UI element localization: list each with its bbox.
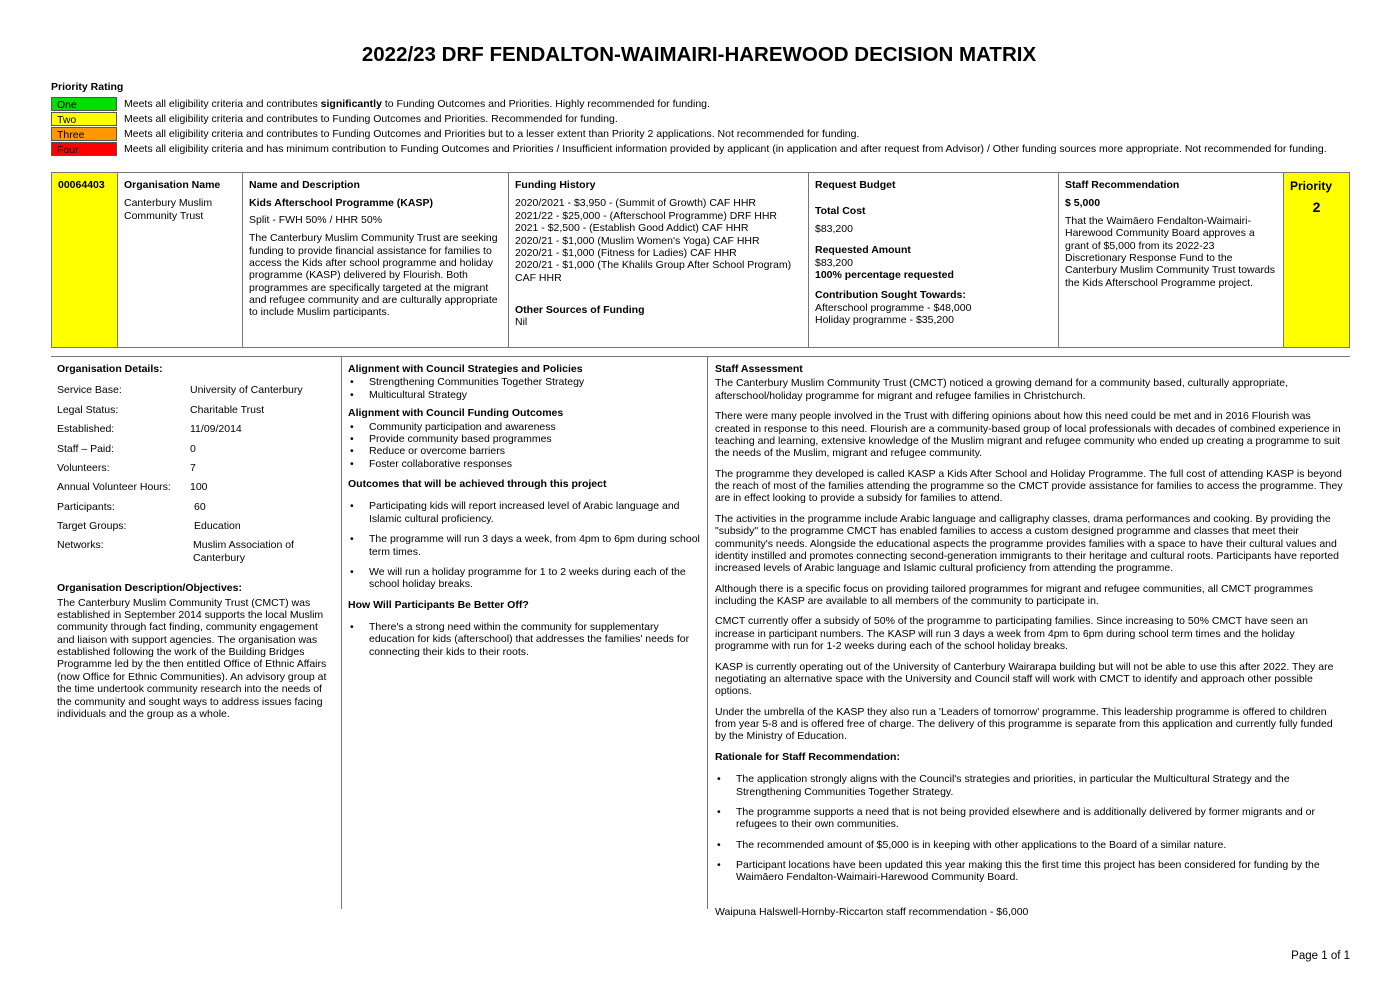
assessment-paragraph: KASP is currently operating out of the University of Canterbury Wairarapa building but will not be able to use this after 2022. They are negotiating an alternative space with the University and Council staff will work with CMCT to identify and approach other possible options. bbox=[715, 660, 1334, 698]
staff-recommendation-cell bbox=[1059, 173, 1284, 347]
detail-key: Established: bbox=[57, 423, 115, 436]
detail-row bbox=[57, 384, 333, 396]
detail-key: Legal Status: bbox=[57, 403, 119, 416]
requested-amount-value: $83,200 bbox=[815, 256, 853, 269]
detail-key: Target Groups: bbox=[57, 520, 127, 532]
application-summary-table bbox=[51, 172, 1350, 348]
funding-history-item: 2020/21 - $1,000 (Muslim Women's Yoga) CAF HHR bbox=[515, 234, 760, 247]
funding-outcomes-heading: Alignment with Council Funding Outcomes bbox=[348, 407, 564, 420]
column-divider bbox=[341, 356, 342, 909]
detail-value: 60 bbox=[194, 500, 206, 513]
contribution-label: Contribution Sought Towards: bbox=[815, 289, 966, 302]
assessment-paragraph: CMCT currently offer a subsidy of 50% of the programme to participating families. Since increasing to 50% CMCT have seen an increase in participant numbers. The KASP will run 3 days a week from 4pm to 6pm during school term times and the holiday programme with run for 1-2 weeks during each of the school holiday breaks. bbox=[715, 615, 1308, 653]
priority-cell bbox=[1284, 173, 1349, 347]
achieved-outcome-item: • The programme will run 3 days a week, from 4pm to 6pm during school term times. bbox=[348, 533, 700, 558]
detail-value: Muslim Association of Canterbury bbox=[193, 539, 294, 564]
org-description-heading: Organisation Description/Objectives: bbox=[57, 582, 242, 595]
detail-value: 11/09/2014 bbox=[190, 423, 242, 436]
priority-text-two: Meets all eligibility criteria and contributes to Funding Outcomes and Priorities. Recommended for funding. bbox=[124, 112, 618, 125]
strategies-heading: Alignment with Council Strategies and Policies bbox=[348, 363, 583, 375]
outcome-item: • Community participation and awareness bbox=[348, 421, 700, 433]
priority-value: 2 bbox=[1312, 199, 1321, 216]
detail-key: Service Base: bbox=[57, 384, 122, 397]
page-number: Page 1 of 1 bbox=[1291, 950, 1350, 962]
assessment-paragraph: The Canterbury Muslim Community Trust (CMCT) noticed a growing demand for a community based, culturally appropriate, afterschool/holiday programme for migrant and refugee families in Christchurch. bbox=[715, 377, 1289, 402]
detail-value: University of Canterbury bbox=[190, 384, 303, 397]
organisation-name-cell bbox=[118, 173, 243, 347]
achieved-outcome-item: • We will run a holiday programme for 1 to 2 weeks during each of the school holiday breaks. bbox=[348, 566, 700, 591]
better-off-item: • There's a strong need within the community for supplementary education for kids (afterschool) that addresses the families' needs for connecting their kids to their roots. bbox=[348, 621, 700, 658]
other-sources-heading: Other Sources of Funding bbox=[515, 304, 645, 316]
detail-value: 100 bbox=[190, 481, 208, 494]
detail-row bbox=[57, 539, 333, 564]
application-id: 00064403 bbox=[58, 179, 105, 191]
achieved-outcomes-list bbox=[348, 500, 700, 590]
rationale-heading: Rationale for Staff Recommendation: bbox=[715, 750, 900, 763]
funding-history-item: 2020/21 - $1,000 (Fitness for Ladies) CAF HHR bbox=[515, 246, 737, 259]
funding-history-heading: Funding History bbox=[515, 179, 596, 191]
org-details-heading: Organisation Details: bbox=[57, 363, 163, 375]
assessment-paragraph: Under the umbrella of the KASP they also run a 'Leaders of tomorrow' programme. This leadership programme is offered to children from year 5-8 and is offered free of charge. The delivery of this programme is separate from this application and currently fully funded by the Ministry of Education. bbox=[715, 705, 1333, 743]
detail-key: Annual Volunteer Hours: bbox=[57, 481, 171, 494]
detail-key: Networks: bbox=[57, 539, 104, 552]
detail-value: Charitable Trust bbox=[190, 403, 265, 416]
assessment-paragraph: There were many people involved in the Trust with differing opinions about how this need could be met and in 2016 Flourish was created in response to this need. Flourish are a community-based group of local professionals with decades of combined experience in teaching and learning, extensive knowledge of the Muslim migrant and refugee community who ended up creating a programme to suit the needs of the Muslim, migrant and refugee community. bbox=[715, 410, 1341, 460]
strategy-item: • Strengthening Communities Together Strategy bbox=[348, 376, 700, 388]
staff-recommendation-heading: Staff Recommendation bbox=[1065, 179, 1180, 191]
funding-history-item: 2021/22 - $25,000 - (Afterschool Programme) DRF HHR bbox=[515, 209, 778, 222]
organisation-details-section bbox=[57, 363, 333, 720]
other-board-note: Waipuna Halswell-Hornby-Riccarton staff recommendation - $6,000 bbox=[715, 905, 1029, 918]
outcome-item: • Reduce or overcome barriers bbox=[348, 445, 700, 457]
detail-row bbox=[57, 443, 333, 455]
requested-amount-label: Requested Amount bbox=[815, 244, 911, 257]
total-cost-value: $83,200 bbox=[815, 222, 853, 235]
better-off-heading: How Will Participants Be Better Off? bbox=[348, 598, 529, 611]
alignment-section bbox=[348, 363, 700, 658]
section-divider bbox=[51, 356, 1350, 357]
priority-row-one bbox=[51, 97, 710, 111]
request-budget-cell bbox=[809, 173, 1059, 347]
application-id-cell bbox=[52, 173, 118, 347]
total-cost-label: Total Cost bbox=[815, 205, 866, 218]
priority-text-four: Meets all eligibility criteria and has minimum contribution to Funding Outcomes and Priorities / Insufficient information provided by applicant (in application and after request from Advisor) / Other funding sources more appropriate. Not recommended for funding. bbox=[124, 142, 1327, 155]
funding-history-list bbox=[515, 197, 802, 284]
detail-row bbox=[57, 423, 333, 435]
priority-swatch-one: One bbox=[51, 97, 117, 111]
assessment-paragraph: The activities in the programme include Arabic language and calligraphy classes, drama performances and cooking. By providing the "subsidy" to the programme CMCT has enabled families to access a custom designed programme and classes that meet their community's needs. Alongside the educational aspects the programme provides families with a space to have their cultural values and identity instilled and promotes connecting second-generation immigrants to their heritage and cultural roots. Participants have reported increased levels of Arabic language and Islamic cultural proficiency from attending the programme. bbox=[715, 512, 1339, 575]
detail-row bbox=[57, 481, 333, 493]
priority-text-one: Meets all eligibility criteria and contributes significantly to Funding Outcomes and Priorities. Highly recommended for funding. bbox=[124, 97, 710, 110]
rationale-item: • The application strongly aligns with the Council's strategies and priorities, in particular the Multicultural Strategy and the Strengthening Communities Together Strategy. bbox=[715, 773, 1343, 798]
detail-row bbox=[57, 462, 333, 474]
detail-value: Education bbox=[194, 520, 241, 532]
priority-row-three bbox=[51, 127, 859, 141]
detail-row bbox=[57, 501, 333, 513]
org-name: Canterbury Muslim Community Trust bbox=[124, 197, 213, 222]
achieved-outcomes-heading: Outcomes that will be achieved through this project bbox=[348, 478, 607, 490]
priority-swatch-two: Two bbox=[51, 112, 117, 126]
column-divider bbox=[707, 356, 708, 909]
priority-row-two bbox=[51, 112, 618, 126]
priority-swatch-four: Four bbox=[51, 142, 117, 156]
detail-value: 7 bbox=[190, 461, 196, 474]
assessment-paragraph: The programme they developed is called KASP a Kids After School and Holiday Programme. The full cost of attending KASP is beyond the reach of most of the families attending the programme so the CMCT provide assistance for families to access the programme. They are in effect looking to provide a subsidy for families to attend. bbox=[715, 467, 1343, 505]
project-description: The Canterbury Muslim Community Trust are seeking funding to provide financial assistance for families to access the Kids after school programme and holiday programme (KASP) delivered by Flourish. Both programmes are specifically targeted at the migrant and refugee community and are culturally appropriate to include Muslim participants. bbox=[249, 232, 498, 319]
achieved-outcome-item: • Participating kids will report increased level of Arabic language and Islamic cultural proficiency. bbox=[348, 500, 700, 525]
name-description-cell bbox=[243, 173, 509, 347]
priority-heading: Priority bbox=[1290, 179, 1333, 193]
better-off-list bbox=[348, 621, 700, 658]
org-description: The Canterbury Muslim Community Trust (CMCT) was established in September 2014 supports the local Muslim community through fact finding, community engagement and liaison with support agencies. The organisation was established following the work of the Building Bridges Programme led by the then entitled Office of Ethnic Affairs (now Office for Ethnic Communities). An advisory group at the time undertook community research into the needs of the community and sought ways to address issues facing individuals and the group as a whole. bbox=[57, 596, 327, 720]
strategies-list bbox=[348, 376, 700, 401]
rationale-item: • The programme supports a need that is not being provided elsewhere and is additionally delivered by former migrants and or refugees to their own communities. bbox=[715, 806, 1343, 831]
contribution-item: Afterschool programme - $48,000 bbox=[815, 301, 972, 314]
name-description-heading: Name and Description bbox=[249, 179, 360, 191]
rationale-list bbox=[715, 773, 1343, 884]
percentage-requested: 100% percentage requested bbox=[815, 268, 954, 281]
org-name-heading: Organisation Name bbox=[124, 179, 221, 191]
priority-swatch-three: Three bbox=[51, 127, 117, 141]
staff-assessment-section bbox=[715, 363, 1343, 918]
detail-value: 0 bbox=[190, 442, 196, 455]
priority-row-four bbox=[51, 142, 1327, 156]
funding-history-item: 2021 - $2,500 - (Establish Good Addict) CAF HHR bbox=[515, 222, 749, 235]
staff-assessment-heading: Staff Assessment bbox=[715, 363, 803, 375]
detail-key: Volunteers: bbox=[57, 461, 110, 474]
detail-row bbox=[57, 520, 333, 532]
staff-recommendation-text: That the Waimāero Fendalton-Waimairi-Harewood Community Board approves a grant of $5,000 from its 2022-23 Discretionary Response Fund to the Canterbury Muslim Community Trust towards the Kids Afterschool Programme project. bbox=[1065, 214, 1276, 289]
priority-text-three: Meets all eligibility criteria and contributes to Funding Outcomes and Priorities but to a lesser extent than Priority 2 applications. Not recommended for funding. bbox=[124, 127, 860, 140]
detail-key: Participants: bbox=[57, 500, 115, 513]
outcome-item: • Provide community based programmes bbox=[348, 433, 700, 445]
detail-row bbox=[57, 404, 333, 416]
project-split: Split - FWH 50% / HHR 50% bbox=[249, 213, 383, 226]
rationale-item: • The recommended amount of $5,000 is in keeping with other applications to the Board of a similar nature. bbox=[715, 839, 1343, 851]
funding-history-item: 2020/21 - $1,000 (The Khalils Group After School Program) CAF HHR bbox=[515, 259, 792, 284]
priority-rating-heading: Priority Rating bbox=[51, 81, 124, 93]
rationale-item: • Participant locations have been updated this year making this the first time this project has been considered for funding by the Waimāero Fendalton-Waimairi-Harewood Community Board. bbox=[715, 859, 1343, 884]
outcome-item: • Foster collaborative responses bbox=[348, 458, 700, 470]
funding-history-item: 2020/2021 - $3,950 - (Summit of Growth) CAF HHR bbox=[515, 197, 757, 210]
strategy-item: • Multicultural Strategy bbox=[348, 389, 700, 401]
staff-recommendation-amount: $ 5,000 bbox=[1065, 197, 1101, 210]
request-budget-heading: Request Budget bbox=[815, 179, 896, 191]
contribution-item: Holiday programme - $35,200 bbox=[815, 314, 954, 326]
page-title: 2022/23 DRF FENDALTON-WAIMAIRI-HAREWOOD DECISION MATRIX bbox=[361, 43, 1037, 66]
project-name: Kids Afterschool Programme (KASP) bbox=[249, 197, 433, 210]
funding-history-cell bbox=[509, 173, 809, 347]
assessment-paragraph: Although there is a specific focus on providing tailored programmes for migrant and refugee communities, all CMCT programmes including the KASP are available to all members of the community to participate in. bbox=[715, 582, 1313, 607]
detail-key: Staff – Paid: bbox=[57, 442, 115, 455]
other-sources-value: Nil bbox=[515, 316, 528, 329]
funding-outcomes-list bbox=[348, 421, 700, 471]
